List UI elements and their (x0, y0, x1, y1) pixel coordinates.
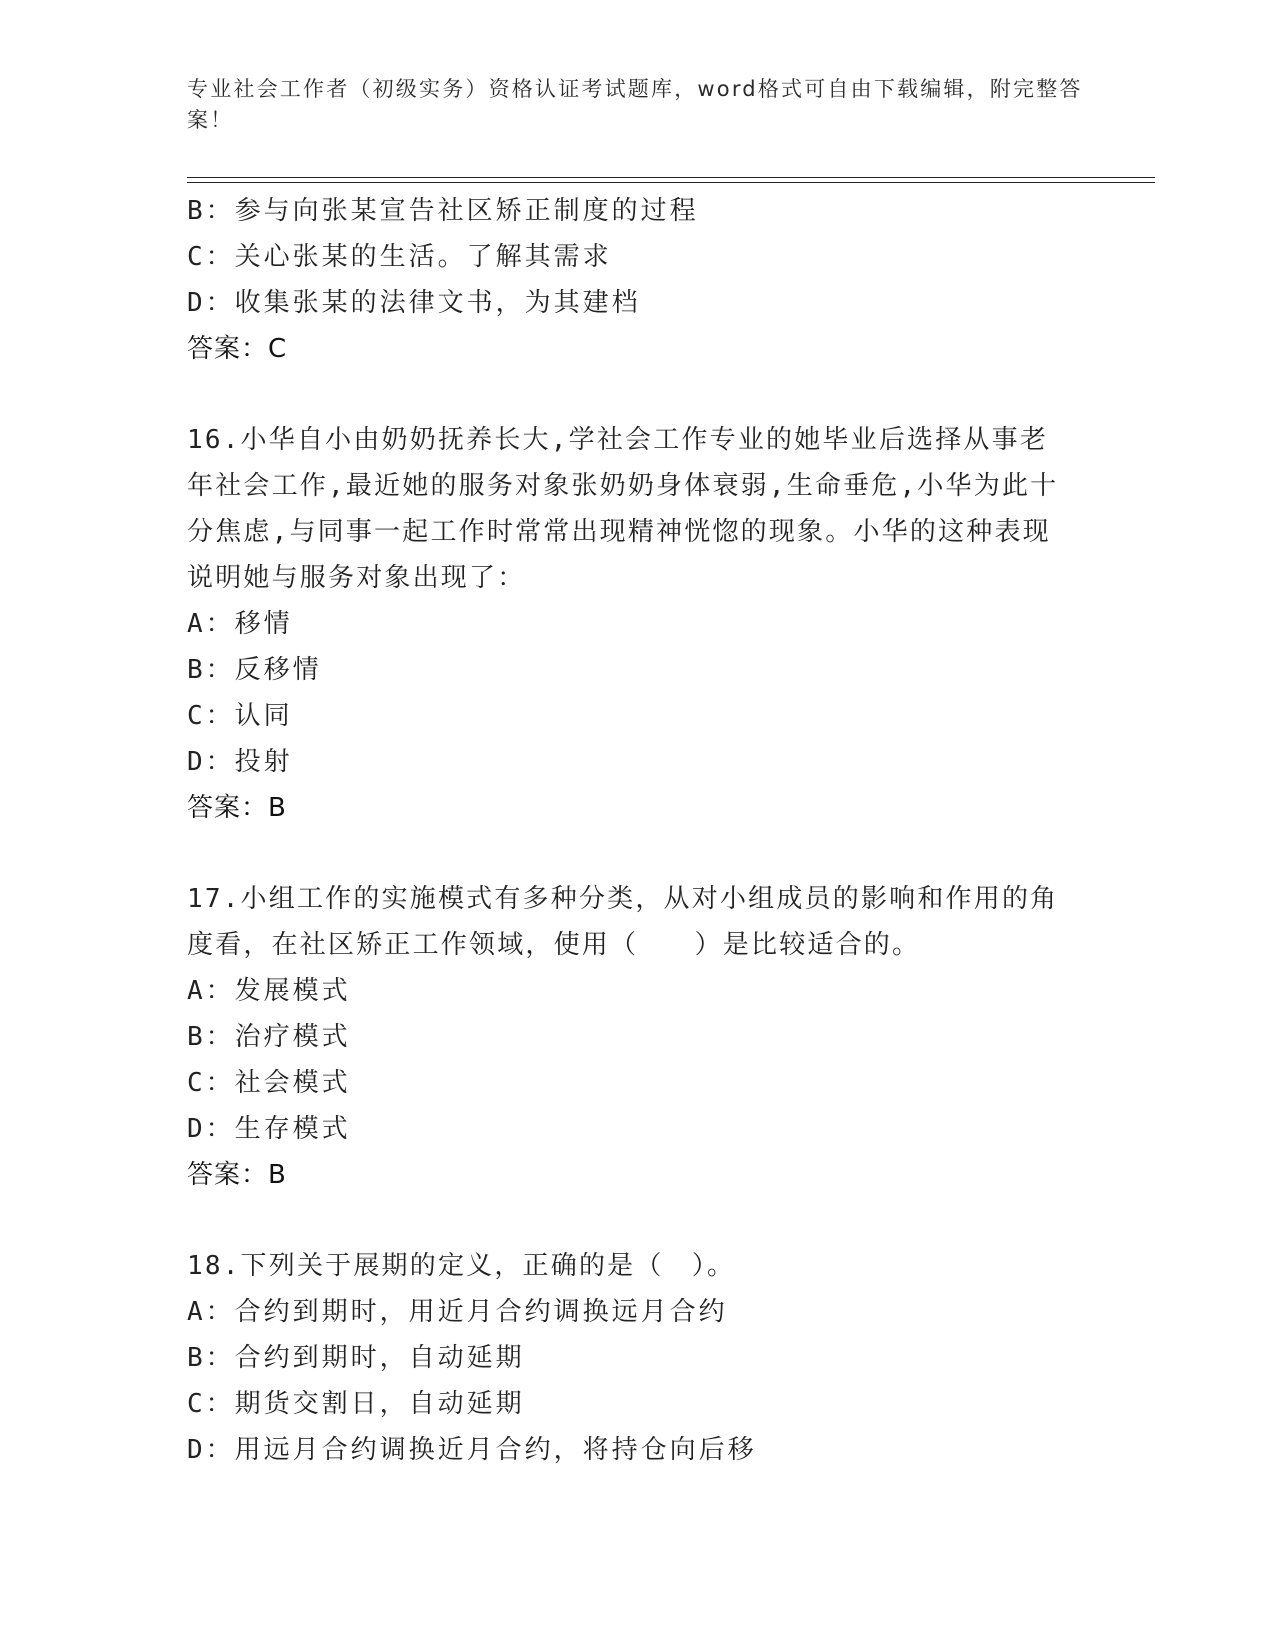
stem-line: 年社会工作,最近她的服务对象张奶奶身体衰弱,生命垂危,小华为此十 (187, 471, 1059, 501)
option-d: D：收集张某的法律文书，为其建档 (187, 288, 641, 318)
question-16 (187, 417, 1087, 831)
question-stem (187, 1243, 1087, 1289)
question-18 (187, 1243, 1087, 1473)
stem-line: 度看，在社区矫正工作领域，使用（ ）是比较适合的。 (187, 930, 921, 960)
stem-line: 16.小华自小由奶奶抚养长大,学社会工作专业的她毕业后选择从事老 (187, 425, 1049, 455)
option-b: B：合约到期时，自动延期 (187, 1343, 525, 1373)
header-title: 专业社会工作者（初级实务）资格认证考试题库，word格式可自由下载编辑，附完整答案！ (187, 77, 1083, 132)
option-a: A：合约到期时，用近月合约调换远月合约 (187, 1297, 728, 1327)
stem-line: 17.小组工作的实施模式有多种分类，从对小组成员的影响和作用的角 (187, 884, 1059, 914)
question-stem (187, 417, 1087, 601)
answer-line: 答案：C (187, 334, 288, 364)
header-rule-bottom (187, 182, 1155, 183)
stem-line: 说明她与服务对象出现了： (187, 563, 526, 593)
option-b: B：治疗模式 (187, 1022, 351, 1052)
option-a: A：移情 (187, 609, 293, 639)
stem-line: 18.下列关于展期的定义，正确的是（ ）。 (187, 1251, 736, 1281)
option-a: A：发展模式 (187, 976, 351, 1006)
answer-line: 答案：B (187, 1160, 287, 1190)
option-d: D：投射 (187, 747, 293, 777)
option-b: B：参与向张某宣告社区矫正制度的过程 (187, 196, 699, 226)
answer-line: 答案：B (187, 793, 287, 823)
header-rule-top (187, 177, 1155, 178)
spacer (187, 831, 1087, 876)
spacer (187, 1198, 1087, 1243)
question-15-continued (187, 188, 1087, 372)
option-d: D：用远月合约调换近月合约，将持仓向后移 (187, 1435, 757, 1465)
document-body (187, 188, 1087, 1473)
stem-line: 分焦虑,与同事一起工作时常常出现精神恍惚的现象。小华的这种表现 (187, 517, 1051, 547)
question-17 (187, 876, 1087, 1198)
question-stem (187, 876, 1087, 968)
option-b: B：反移情 (187, 655, 322, 685)
option-c: C：期货交割日，自动延期 (187, 1389, 525, 1419)
option-c: C：社会模式 (187, 1068, 351, 1098)
spacer (187, 372, 1087, 417)
option-c: C：认同 (187, 701, 293, 731)
document-header (187, 74, 1087, 136)
option-c: C：关心张某的生活。了解其需求 (187, 242, 612, 272)
option-d: D：生存模式 (187, 1114, 351, 1144)
